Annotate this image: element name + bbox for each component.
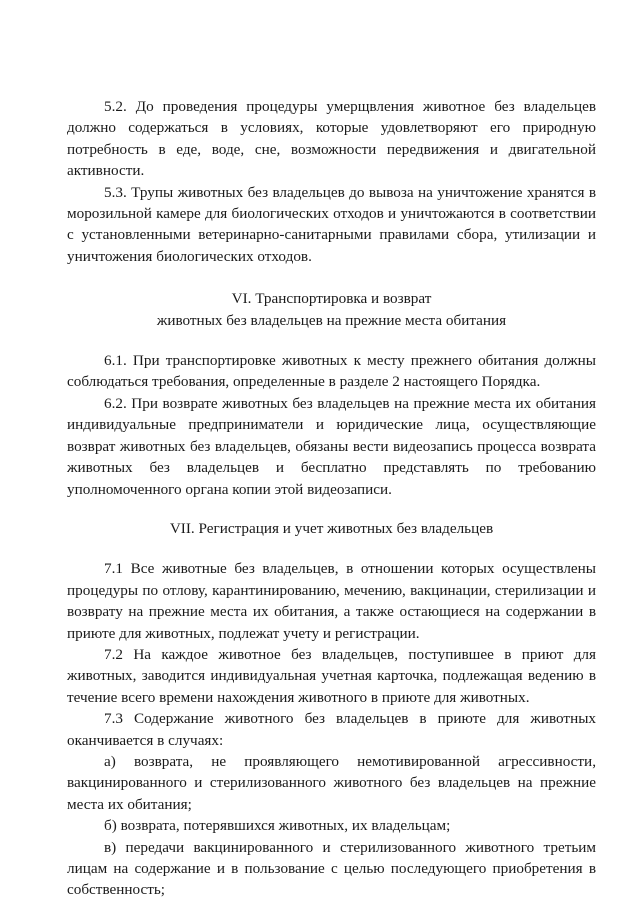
list-item-b: б) возврата, потерявшихся животных, их владельцам; <box>104 817 451 835</box>
section-6-title-line2: животных без владельцев на прежние места обитания <box>156 311 507 329</box>
paragraph-7-1: 7.1 Все животные без владельцев, в отношении которых осуществлены процедуры по отлову, карантинированию, мечению, вакцинации, стерилизации и возврату на прежние места их обитания, а также остающиеся на содержании в приюте для животных, подлежат учету и регистрации. <box>67 560 596 642</box>
list-item-v: в) передачи вакцинированного и стерилизованного животного третьим лицам на содержание и в пользование с целью последующего приобретения в собственность; <box>67 838 596 899</box>
document-body <box>67 96 596 901</box>
list-item-a: а) возврата, не проявляющего немотивированной агрессивности, вакцинированного и стерилизованного животного без владельцев на прежние места их обитания; <box>67 752 596 813</box>
paragraph-6-2: 6.2. При возврате животных без владельцев на прежние места их обитания индивидуальные предприниматели и юридические лица, осуществляющие возврат животных без владельцев, обязаны вести видеозапись процесса возврата животных без владельцев и бесплатно представлять по требованию уполномоченного органа копии этой видеозаписи. <box>67 394 596 498</box>
section-6-heading <box>67 288 596 331</box>
section-7-title: VII. Регистрация и учет животных без владельцев <box>169 519 494 537</box>
paragraph-5-3: 5.3. Трупы животных без владельцев до вывоза на уничтожение хранятся в морозильной камере для биологических отходов и уничтожаются в соответствии с установленными ветеринарно-санитарными правилами сбора, утилизации и уничтожения биологических отходов. <box>67 183 596 265</box>
section-6-title-line1: VI. Транспортировка и возврат <box>231 290 432 308</box>
paragraph-6-1: 6.1. При транспортировке животных к месту прежнего обитания должны соблюдаться требования, определенные в разделе 2 настоящего Порядка. <box>67 352 596 391</box>
paragraph-7-3: 7.3 Содержание животного без владельцев в приюте для животных оканчивается в случаях: <box>67 710 596 749</box>
paragraph-5-2: 5.2. До проведения процедуры умерщвления животное без владельцев должно содержаться в условиях, которые удовлетворяют его природную потребность в еде, воде, сне, возможности передвижения и двигательной активности. <box>67 98 596 180</box>
paragraph-7-2: 7.2 На каждое животное без владельцев, поступившее в приют для животных, заводится индивидуальная учетная карточка, подлежащая ведению в течение всего времени нахождения животного в приюте для животных. <box>67 645 596 706</box>
section-7-heading <box>67 518 596 539</box>
